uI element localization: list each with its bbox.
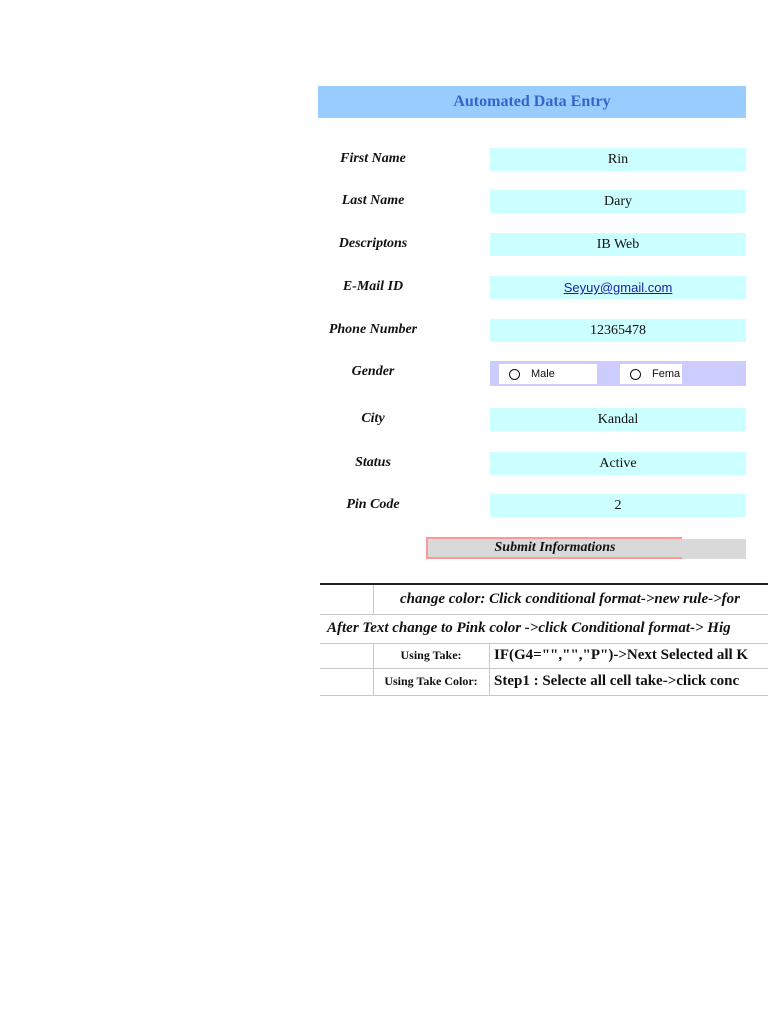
notes-table [320, 583, 768, 697]
note-text: After Text change to Pink color ->click Conditional format-> Hig [327, 620, 731, 636]
gender-group [490, 361, 746, 386]
first-name-field[interactable]: Rin [490, 148, 746, 171]
gender-radio-female[interactable] [620, 364, 682, 384]
first-name-label: First Name [340, 151, 406, 166]
note-label: Using Take: [400, 648, 462, 662]
city-label: City [361, 411, 385, 426]
radio-circle-icon [509, 369, 520, 380]
phone-number-field[interactable]: 12365478 [490, 319, 746, 342]
column-divider [489, 643, 490, 668]
note-label: Using Take Color: [384, 674, 478, 688]
gender-option-label: Fema [652, 368, 681, 380]
last-name-field[interactable]: Dary [490, 190, 746, 213]
gender-radio-male[interactable] [499, 364, 597, 384]
email-field[interactable]: Seyuy@gmail.com [490, 276, 746, 299]
note-row [320, 614, 768, 644]
note-text: change color: Click conditional format->new rule->for [400, 591, 741, 607]
column-divider [489, 668, 490, 695]
submit-button-extension [682, 539, 746, 559]
email-label: E-Mail ID [342, 279, 404, 294]
description-label: Descriptons [338, 236, 408, 251]
note-text: IF(G4="","","P")->Next Selected all K [494, 647, 749, 663]
description-field[interactable]: IB Web [490, 233, 746, 256]
pin-code-field[interactable]: 2 [490, 494, 746, 517]
note-row [320, 585, 768, 615]
column-divider [373, 585, 374, 614]
gender-option-label: Male [531, 368, 555, 380]
submit-button[interactable]: Submit Informations [426, 537, 682, 559]
gender-label: Gender [351, 364, 395, 379]
last-name-label: Last Name [341, 193, 405, 208]
phone-number-label: Phone Number [328, 322, 418, 337]
pin-code-label: Pin Code [346, 497, 400, 512]
radio-circle-icon [630, 369, 641, 380]
note-row [320, 643, 768, 669]
note-row [320, 668, 768, 696]
note-text: Step1 : Selecte all cell take->click conc [494, 673, 740, 689]
city-field[interactable]: Kandal [490, 408, 746, 431]
form-title: Automated Data Entry [318, 86, 746, 118]
status-label: Status [355, 455, 391, 470]
status-field[interactable]: Active [490, 452, 746, 475]
